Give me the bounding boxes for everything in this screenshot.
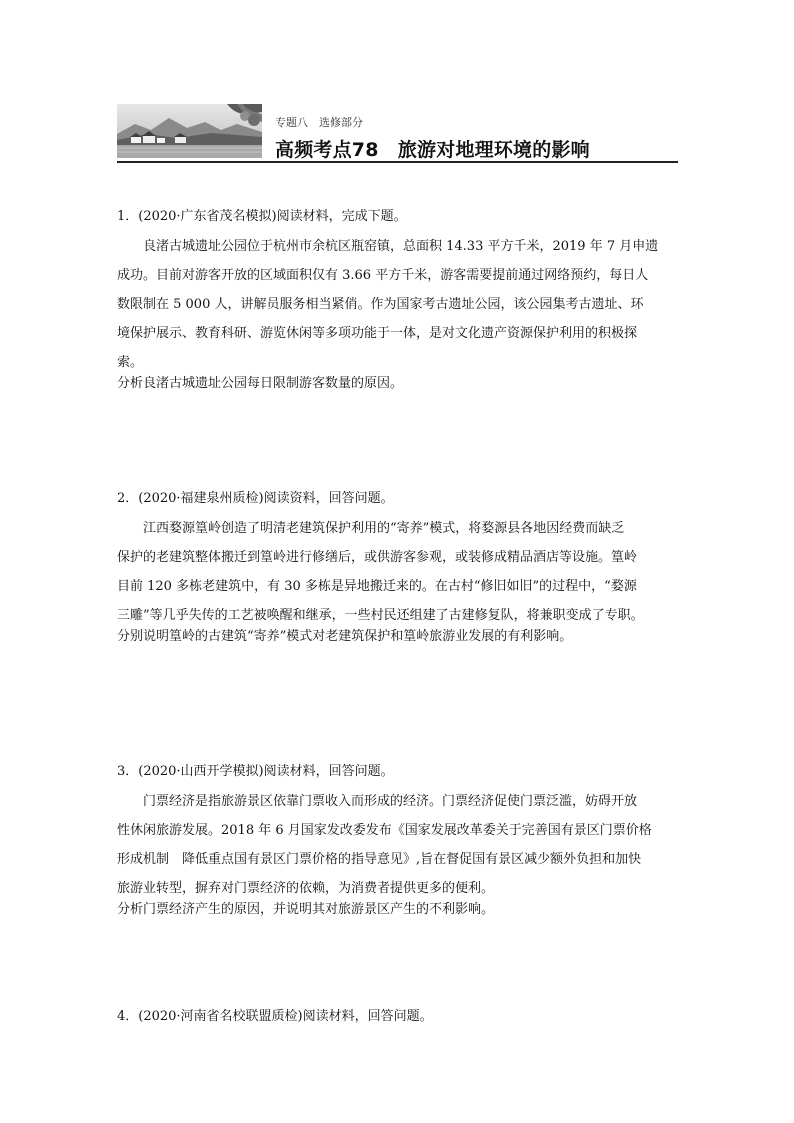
material-line: 江西婺源篁岭创造了明清老建筑保护利用的“寄养”模式，将婺源县各地因经费而缺乏 bbox=[143, 521, 625, 536]
question-prompt: 分析门票经济产生的原因，并说明其对旅游景区产生的不利影响。 bbox=[117, 902, 495, 917]
question-title: 3．(2020·山西开学模拟)阅读材料，回答问题。 bbox=[117, 764, 394, 779]
page-header bbox=[117, 104, 678, 162]
question-material bbox=[117, 232, 681, 377]
landscape-photo bbox=[117, 104, 262, 158]
landscape-photo-graphic bbox=[117, 104, 262, 158]
material-line: 目前 120 多栋老建筑中，有 30 多栋是异地搬迁来的。在古村“修旧如旧”的过程中，“婺源 bbox=[117, 579, 637, 594]
material-line: 形成机制 降低重点国有景区门票价格的指导意见》,旨在督促国有景区减少额外负担和加快 bbox=[117, 852, 642, 867]
page-title: 高频考点78 旅游对地理环境的影响 bbox=[275, 139, 590, 161]
material-line: 三雕”等几乎失传的工艺被唤醒和继承，一些村民还组建了古建修复队，将兼职变成了专职。 bbox=[117, 608, 644, 623]
question-prompt: 分别说明篁岭的古建筑“寄养”模式对老建筑保护和篁岭旅游业发展的有利影响。 bbox=[117, 629, 573, 644]
question-material bbox=[117, 514, 681, 630]
header-divider bbox=[117, 161, 678, 163]
material-line: 成功。目前对游客开放的区域面积仅有 3.66 平方千米，游客需要提前通过网络预约，每日人 bbox=[117, 268, 649, 283]
question-2 bbox=[117, 490, 681, 646]
material-line: 旅游业转型，摒弃对门票经济的依赖，为消费者提供更多的便利。 bbox=[117, 881, 495, 896]
material-line: 性休闲旅游发展。2018 年 6 月国家发改委发布《国家发展改革委关于完善国有景区门票价格 bbox=[117, 823, 652, 838]
material-line: 良渚古城遗址公园位于杭州市余杭区瓶窑镇，总面积 14.33 平方千米，2019 年 7 月申遗 bbox=[143, 239, 659, 254]
material-line: 索。 bbox=[117, 355, 144, 370]
question-title: 2．(2020·福建泉州质检)阅读资料，回答问题。 bbox=[117, 491, 394, 506]
material-line: 保护的老建筑整体搬迁到篁岭进行修缮后，或供游客参观，或装修成精品酒店等设施。篁岭 bbox=[117, 550, 638, 565]
section-label: 专题八 选修部分 bbox=[275, 116, 363, 129]
question-prompt: 分析良渚古城遗址公园每日限制游客数量的原因。 bbox=[117, 376, 404, 391]
question-title: 1．(2020·广东省茂名模拟)阅读材料，完成下题。 bbox=[117, 209, 407, 224]
question-4 bbox=[117, 1008, 681, 1026]
material-line: 门票经济是指旅游景区依靠门票收入而形成的经济。门票经济促使门票泛滥，妨碍开放 bbox=[143, 794, 638, 809]
material-line: 境保护展示、教育科研、游览休闲等多项功能于一体，是对文化遗产资源保护利用的积极探 bbox=[117, 326, 638, 341]
material-line: 数限制在 5 000 人，讲解员服务相当紧俏。作为国家考古遗址公园，该公园集考古遗址、环 bbox=[117, 297, 644, 312]
question-3 bbox=[117, 763, 681, 919]
question-material bbox=[117, 787, 681, 903]
question-title: 4．(2020·河南省名校联盟质检)阅读材料，回答问题。 bbox=[117, 1009, 433, 1024]
question-1 bbox=[117, 208, 681, 393]
